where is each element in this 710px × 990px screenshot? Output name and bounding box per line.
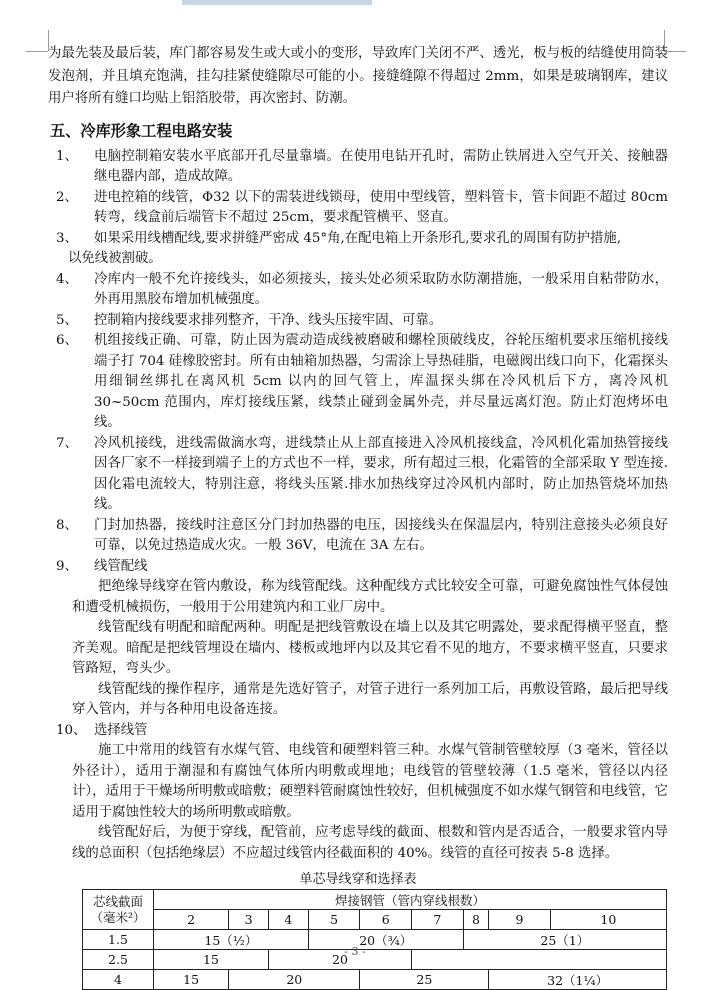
list-item [48,557,668,578]
table-count-cell: 6 [360,910,412,930]
table-header-row [83,890,667,910]
table-count-cell: 3 [229,910,269,930]
table-group-header: 焊接钢管（管内穿线根数） [154,890,667,910]
body-paragraph: 施工中常用的线管有水煤气管、电线管和硬塑料管三种。水煤气管制管壁较厚（3 毫米，管径以外径计），适用于潮湿和有腐蚀气体所内明敷或埋地；电线管的管壁较薄（1.5 毫米，管径以内径计），适用于干燥场所明敷或暗敷；硬塑料管耐腐蚀性较好，但机械强度不如水煤气钢管和电线管，它适用于腐蚀性较大的场所明敷或暗敷。 [72,743,668,820]
page-number: - 3 - [344,945,366,958]
table-cell: 15（½） [154,930,309,950]
conduit-selection-table [82,889,667,990]
list-item-number: 10、 [56,722,87,738]
table-row [83,970,667,990]
body-paragraph: 线管配好后，为便于穿线，配管前，应考虑导线的截面、根数和管内是否适合，一般要求管内导线的总面积（包括绝缘层）不应超过线管内径截面积的 40%。线管的直径可按表 5-8 选择。 [72,825,668,861]
table-count-row [83,910,667,930]
list-item [48,229,668,250]
table-cell: 20 [268,950,411,970]
list-item [48,147,668,188]
list-item-number: 8、 [56,517,78,533]
table-cell: 15 [154,970,229,990]
table-area-cell: 1.5 [83,930,154,950]
list-item [48,721,668,742]
list-item [48,188,668,229]
list-item-continuation: 以免线被割破。 [68,251,162,266]
list-item [48,516,668,557]
list-item-number: 9、 [56,558,78,574]
table-cell: 20 [229,970,360,990]
table-caption: 单芯导线穿和选择表 [299,872,417,887]
list-item-number: 4、 [56,271,78,287]
list-item-text: 门封加热器，接线时注意区分门封加热器的电压，因接线头在保温层内，特别注意接头必须良好可靠，以免过热造成火灾。一般 36V，电流在 3A 左右。 [94,517,668,553]
list-item [48,311,668,332]
table-count-cell: 4 [268,910,308,930]
list-item-text: 冷库内一般不允许接线头，如必须接头，接头处必须采取防水防潮措施，一般采用自粘带防水，外再用黑胶布增加机械强度。 [94,271,668,307]
list-item-text: 电脑控制箱安装水平底部开孔尽量靠墙。在使用电钻开孔时，需防止铁屑进入空气开关、接触器继电器内部，造成故障。 [94,148,668,184]
list-item-number: 6、 [56,333,78,348]
table-count-cell: 10 [550,910,666,930]
body-paragraph: 把绝缘导线穿在管内敷设，称为线管配线。这种配线方式比较安全可靠，可避免腐蚀性气体侵蚀和遭受机械损伤，一般用于公用建筑内和工业厂房中。 [72,579,668,615]
list-item-number: 3、 [56,230,78,246]
table-count-cell: 8 [463,910,489,930]
table-cell: 32（1¼） [489,970,667,990]
table-cell: 15 [154,950,269,970]
list-item-number: 2、 [56,189,78,205]
table-area-cell: 4 [83,970,154,990]
list-item-text: 冷风机接线，进线需做滴水弯，进线禁止从上部直接进入冷风机接线盒，冷风机化霜加热管接线因各厂家不一样接到端子上的方式也不一样，要求，所有超过三根，化霜管的全部采取 Y 型连接.因化霜电流较大，特别注意，将线头压紧.排水加热线穿过冷风机内部时，防止加热管烧坏加热线。 [94,435,668,512]
list-item-text: 选择线管 [94,722,148,738]
intro-paragraph: 为最先装及最后装，库门都容易发生或大或小的变形，导致库门关闭不严、透光，板与板的结缝使用筒装发泡剂，并且填充饱满，挂勾挂紧使缝隙尽可能的小。接缝缝隙不得超过 2mm，如果是玻璃钢库，建议用户将所有缝口均贴上铝箔胶带，再次密封、防潮。 [48,46,668,106]
table-cell: 25 [360,970,489,990]
window-top-strip [182,0,372,5]
table-corner-header [83,890,154,930]
table-corner-line1: 芯线截面 [92,893,143,909]
list-item [48,331,668,434]
list-item-number: 7、 [56,435,78,451]
document-page [48,43,668,990]
list-item-text: 如果采用线槽配线,要求拼缝严密成 45°角,在配电箱上开条形孔,要求孔的周围有防护措施, [94,230,622,246]
table-count-cell: 7 [411,910,463,930]
table-count-cell: 9 [489,910,550,930]
list-item [48,270,668,311]
table-area-cell: 2.5 [83,950,154,970]
list-item-number: 1、 [56,148,78,164]
list-item-number: 5、 [56,312,78,328]
list-item-text: 进电控箱的线管，Φ32 以下的需装进线锁母，使用中型线管，塑料管卡，管卡间距不超过 80cm 转弯，线盒前后端管卡不超过 25cm，要求配管横平、竖直。 [94,189,668,225]
list-item [48,434,668,516]
table-count-cell: 2 [154,910,229,930]
body-paragraph: 线管配线有明配和暗配两种。明配是把线管敷设在墙上以及其它明露处，要求配得横平竖直，整齐美观。暗配是把线管埋设在墙内、楼板或地坪内以及其它看不见的地方，不要求横平竖直，只要求管路短，弯头少。 [72,620,668,676]
crop-mark-top-left [26,51,48,52]
body-paragraph: 线管配线的操作程序，通常是先选好管子，对管子进行一系列加工后，再敷设管路，最后把导线穿入管内，并与各种用电设备连接。 [72,681,668,717]
list-item-text: 机组接线正确、可靠，防止因为震动造成线被磨破和螺栓顶破线皮，谷轮压缩机要求压缩机接线端子打 704 硅橡胶密封。所有由轴箱加热器，匀需涂上导热硅脂，电磁阀出线口向下，化霜探头用细铜丝绑扎在离风机 5cm 以内的回气管上，库温探头绑在冷风机后下方，离冷风机 30~50cm 范围内，库灯接线压紧，线禁止碰到金属外壳，并尽量远离灯泡。防止灯泡烤坏电线。 [94,333,668,430]
table-cell: 25（1） [463,930,666,950]
list-item-text: 线管配线 [94,558,148,574]
table-corner-line2: （毫米²） [90,909,146,925]
table-cell: 20（¾） [308,930,463,950]
section-heading: 五、冷库形象工程电路安装 [50,121,233,140]
list-item-text: 控制箱内接线要求排列整齐，干净、线头压接牢固、可靠。 [94,312,443,328]
table-count-cell: 5 [308,910,360,930]
